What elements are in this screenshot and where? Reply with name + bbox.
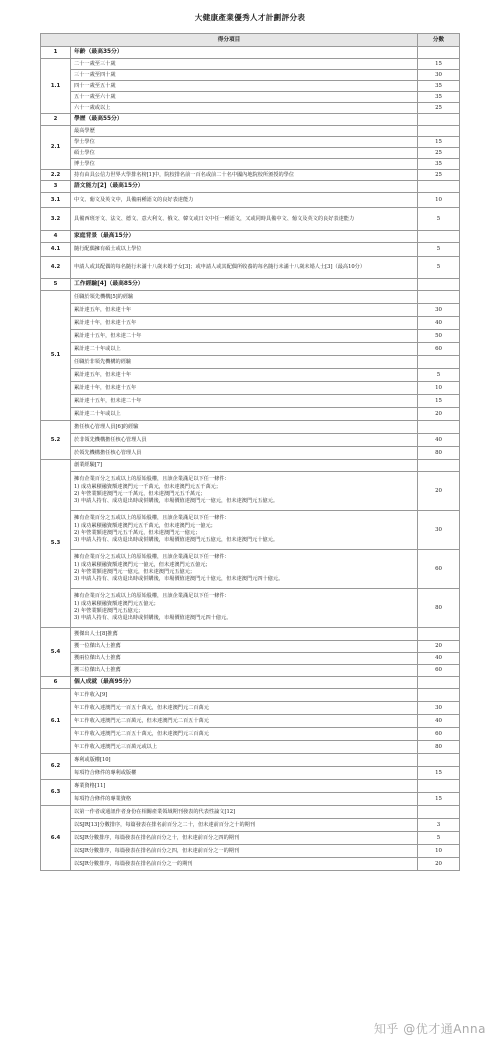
watermark: 知乎 @优才通Anna	[373, 1022, 486, 1036]
table-row: 於非領先機構擔任核心管理人員 40	[41, 434, 460, 447]
table-row: 四十一歲至五十歲 35	[41, 81, 460, 92]
table-row: 六十一歲或以上 25	[41, 103, 460, 114]
table-row: 擁有企業百分之五或以上的原始股權，且該企業滿足以下任一條件： 1) 成功累積融資額達澳門元五億元； 2) 年營業額達澳門元五億元； 3) 申請人持有、成功退出時或併購後，市場價值達澳門元四十億元。 80	[41, 589, 460, 628]
table-row: 年工作收入達澳門元二百萬元，但未達澳門元二百五十萬元 40	[41, 715, 460, 728]
table-row: 年工作收入達澳門元二百五十萬元，但未達澳門元三百萬元 60	[41, 728, 460, 741]
table-row: 擁有企業百分之五或以上的原始股權，且該企業滿足以下任一條件： 1) 成功累積融資額達澳門元一千萬元，但未達澳門元五千萬元； 2) 年營業額達澳門元一千萬元，但未達澳門元五千萬元； 3) 申請人持有、成功退出時或併購後，市場價值達澳門元一億元，但未達澳門元五億元。 20	[41, 472, 460, 511]
table-row: 以SJR分數排序，每篇發表在排名前百分之十，但未達前百分之四的期刊 5	[41, 832, 460, 845]
table-row: 6.2 專利或版權[10]	[41, 754, 460, 767]
table-row: 以SJR分數排序，每篇發表在排名前百分之四，但未達前百分之一的期刊 10	[41, 845, 460, 858]
table-row: 5.2 擔任核心管理人員[6]的經驗	[41, 421, 460, 434]
table-row: 5.1 任職於領先機構[5]的經驗	[41, 291, 460, 304]
section-row: 3 語文能力[2]（最高15分）	[41, 181, 460, 193]
table-row: 五十一歲至六十歲 35	[41, 92, 460, 103]
section-row: 4 家庭背景（最高15分）	[41, 231, 460, 243]
table-row: 任職於非領先機構的經驗	[41, 356, 460, 369]
table-row: 每項符合條件的專業資格 15	[41, 793, 460, 806]
table-row: 獲兩位傑出人士推薦 40	[41, 653, 460, 665]
table-row: 6.1 年工作收入[9]	[41, 689, 460, 702]
table-row: 2.2 持有由具公信力世界大學排名榜[1]中，院校排名前一百名或前二十名中國內地院校所頒授的學位 25	[41, 170, 460, 181]
table-row: 三十一歲至四十歲 30	[41, 70, 460, 81]
header-item: 得分項目	[41, 34, 418, 47]
table-row: 4.2 申請人或其配偶的每名隨行未滿十八歲未婚子女[3]；或申請人或其配偶所收養的每名隨行未滿十八歲未婚人士[3]（最高10分） 5	[41, 257, 460, 279]
condition-block: 擁有企業百分之五或以上的原始股權，且該企業滿足以下任一條件： 1) 成功累積融資額達澳門元一千萬元，但未達澳門元五千萬元； 2) 年營業額達澳門元一千萬元，但未達澳門元五千萬元； 3) 申請人持有、成功退出時或併購後，市場價值達澳門元一億元，但未達澳門元五億元。	[71, 472, 418, 511]
table-row: 於領先機構擔任核心管理人員 80	[41, 447, 460, 460]
table-row: 擁有企業百分之五或以上的原始股權，且該企業滿足以下任一條件： 1) 成功累積融資額達澳門元五千萬元，但未達澳門元一億元； 2) 年營業額達澳門元五千萬元，但未達澳門元一億元； 3) 申請人持有、成功退出時或併購後，市場價值達澳門元五億元，但未達澳門元十億元。 30	[41, 511, 460, 550]
table-row: 博士學位 35	[41, 159, 460, 170]
table-row: 5.3 創業經驗[7]	[41, 460, 460, 472]
table-row: 學士學位 15	[41, 137, 460, 148]
table-row: 累計達十五年，但未達二十年 50	[41, 330, 460, 343]
table-row: 6.3 專業資格[11]	[41, 780, 460, 793]
table-row: 獲一位傑出人士推薦 20	[41, 641, 460, 653]
table-row: 累計達二十年或以上 20	[41, 408, 460, 421]
table-row: 獲三位傑出人士推薦 60	[41, 665, 460, 677]
section-row: 6 個人成就（最高95分）	[41, 677, 460, 689]
table-row: 碩士學位 25	[41, 148, 460, 159]
section-row: 2 學歷（最高55分）	[41, 114, 460, 126]
table-row: 以SJR分數排序，每篇發表在排名前百分之一的期刊 20	[41, 858, 460, 871]
table-header	[41, 34, 460, 47]
table-row: 2.1 最高學歷	[41, 126, 460, 137]
table-row: 累計達十年，但未達十五年 10	[41, 382, 460, 395]
table-row: 6.4 以第一作者或通訊作者身份在相關產業領域期刊發表的代表性論文[12]	[41, 806, 460, 819]
table-row: 累計達十五年，但未達二十年 15	[41, 395, 460, 408]
table-row: 5.4 獲傑出人士[8]推薦	[41, 628, 460, 641]
table-row: 年工作收入達澳門元一百五十萬元，但未達澳門元二百萬元 30	[41, 702, 460, 715]
table-row: 累計達五年，但未達十年 5	[41, 369, 460, 382]
section-row: 1 年齡（最高35分）	[41, 47, 460, 59]
table-row: 擁有企業百分之五或以上的原始股權，且該企業滿足以下任一條件： 1) 成功累積融資額達澳門元一億元，但未達澳門元五億元； 2) 年營業額達澳門元一億元，但未達澳門元五億元； 3) 申請人持有、成功退出時或併購後，市場價值達澳門元十億元，但未達澳門元四十億元。 60	[41, 550, 460, 589]
header-score: 分數	[418, 34, 460, 47]
condition-block: 擁有企業百分之五或以上的原始股權，且該企業滿足以下任一條件： 1) 成功累積融資額達澳門元一億元，但未達澳門元五億元； 2) 年營業額達澳門元一億元，但未達澳門元五億元； 3) 申請人持有、成功退出時或併購後，市場價值達澳門元十億元，但未達澳門元四十億元。	[71, 550, 418, 589]
condition-block: 擁有企業百分之五或以上的原始股權，且該企業滿足以下任一條件： 1) 成功累積融資額達澳門元五千萬元，但未達澳門元一億元； 2) 年營業額達澳門元五千萬元，但未達澳門元一億元； 3) 申請人持有、成功退出時或併購後，市場價值達澳門元五億元，但未達澳門元十億元。	[71, 511, 418, 550]
score-table	[40, 33, 460, 871]
table-row: 累計達五年，但未達十年 30	[41, 304, 460, 317]
table-row: 3.1 中文、葡文及英文中，具備兩種語文的良好表達能力 10	[41, 193, 460, 208]
table-row: 累計達十年，但未達十五年 40	[41, 317, 460, 330]
table-row: 1.1 二十一歲至三十歲 15	[41, 59, 460, 70]
table-row: 4.1 隨行配偶擁有碩士或以上學位 5	[41, 243, 460, 257]
table-row: 年工作收入達澳門元三百萬元或以上 80	[41, 741, 460, 754]
page-title: 大健康產業優秀人才計劃評分表	[194, 13, 306, 22]
table-row: 累計達二十年或以上 60	[41, 343, 460, 356]
table-row: 3.2 具備西班牙文、法文、德文、意大利文、俄文、韓文或日文中任一種語文，又或同時具備中文、葡文及英文的良好表達能力 5	[41, 208, 460, 231]
table-row: 以SJR[13]分數排序，每篇發表在排名前百分之二十，但未達前百分之十的期刊 3	[41, 819, 460, 832]
condition-block: 擁有企業百分之五或以上的原始股權，且該企業滿足以下任一條件： 1) 成功累積融資額達澳門元五億元； 2) 年營業額達澳門元五億元； 3) 申請人持有、成功退出時或併購後，市場價值達澳門元四十億元。	[71, 589, 418, 628]
table-row: 每項符合條件的專利或版權 15	[41, 767, 460, 780]
section-row: 5 工作經驗[4]（最高85分）	[41, 279, 460, 291]
